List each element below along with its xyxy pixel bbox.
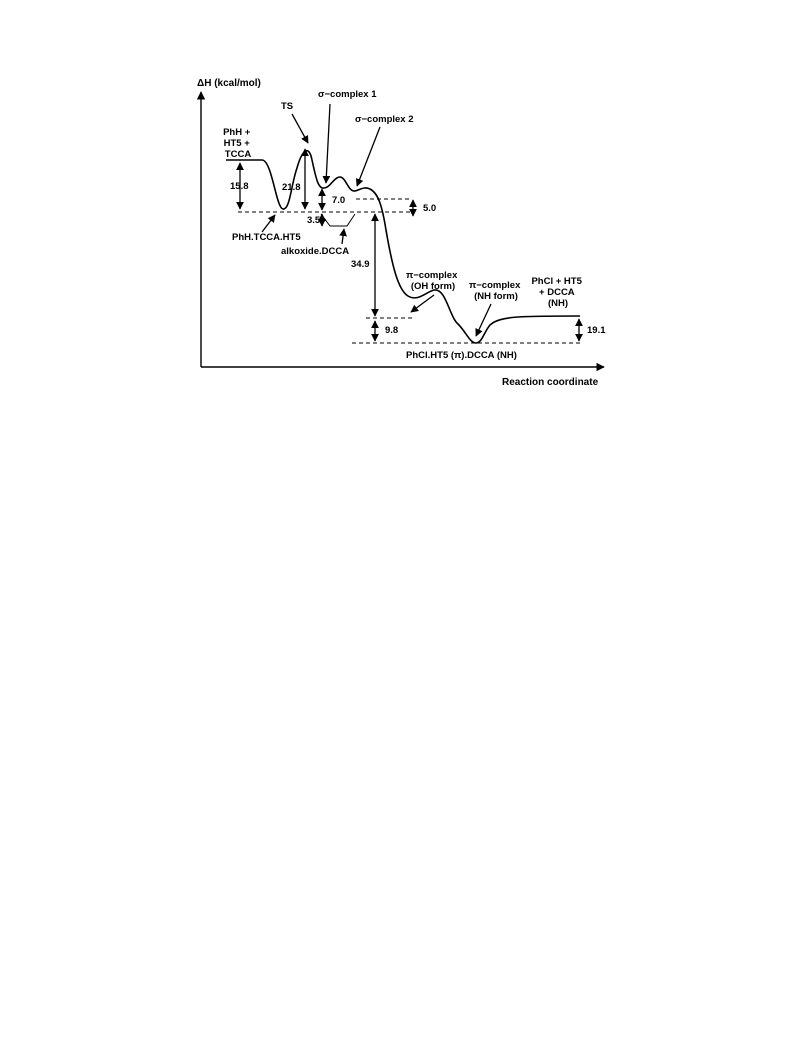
pointer-ts [292, 114, 308, 143]
label-sigma-complex-2: σ−complex 2 [355, 114, 414, 125]
label-sigma-complex-1: σ−complex 1 [318, 89, 377, 100]
energy-21-8: 21.8 [282, 182, 301, 193]
label-products: PhCl + HT5 + DCCA (NH) [531, 276, 582, 309]
pointer-pi-nh [476, 304, 491, 336]
energy-5-0: 5.0 [423, 203, 437, 214]
label-alkoxide-dcca: alkoxide.DCCA [281, 246, 350, 257]
energy-9-8: 9.8 [385, 325, 399, 336]
pointer-sigma2 [357, 127, 380, 186]
pointer-phh-tcca [262, 215, 275, 232]
alkoxide-level [321, 214, 355, 226]
label-ts: TS [281, 101, 294, 112]
energy-3-5: 3.5 [307, 215, 321, 226]
pointer-sigma1 [326, 104, 330, 183]
label-phh-tcca-ht5: PhH.TCCA.HT5 [232, 232, 301, 243]
label-pi-complex-nh: π−complex (NH form) [468, 280, 521, 302]
label-reactants: PhH + HT5 + TCCA [223, 127, 252, 160]
x-axis-label: Reaction coordinate [502, 377, 599, 388]
y-axis-label: ΔH (kcal/mol) [197, 78, 261, 89]
label-product-complex: PhCl.HT5 (π).DCCA (NH) [406, 350, 517, 361]
energy-34-9: 34.9 [351, 259, 370, 270]
energy-7-0: 7.0 [332, 195, 346, 206]
pointer-alkoxide [342, 229, 344, 244]
energy-curve [226, 151, 580, 343]
energy-15-8: 15.8 [230, 181, 249, 192]
label-pi-complex-oh: π−complex (OH form) [405, 270, 458, 292]
energy-19-1: 19.1 [587, 325, 606, 336]
